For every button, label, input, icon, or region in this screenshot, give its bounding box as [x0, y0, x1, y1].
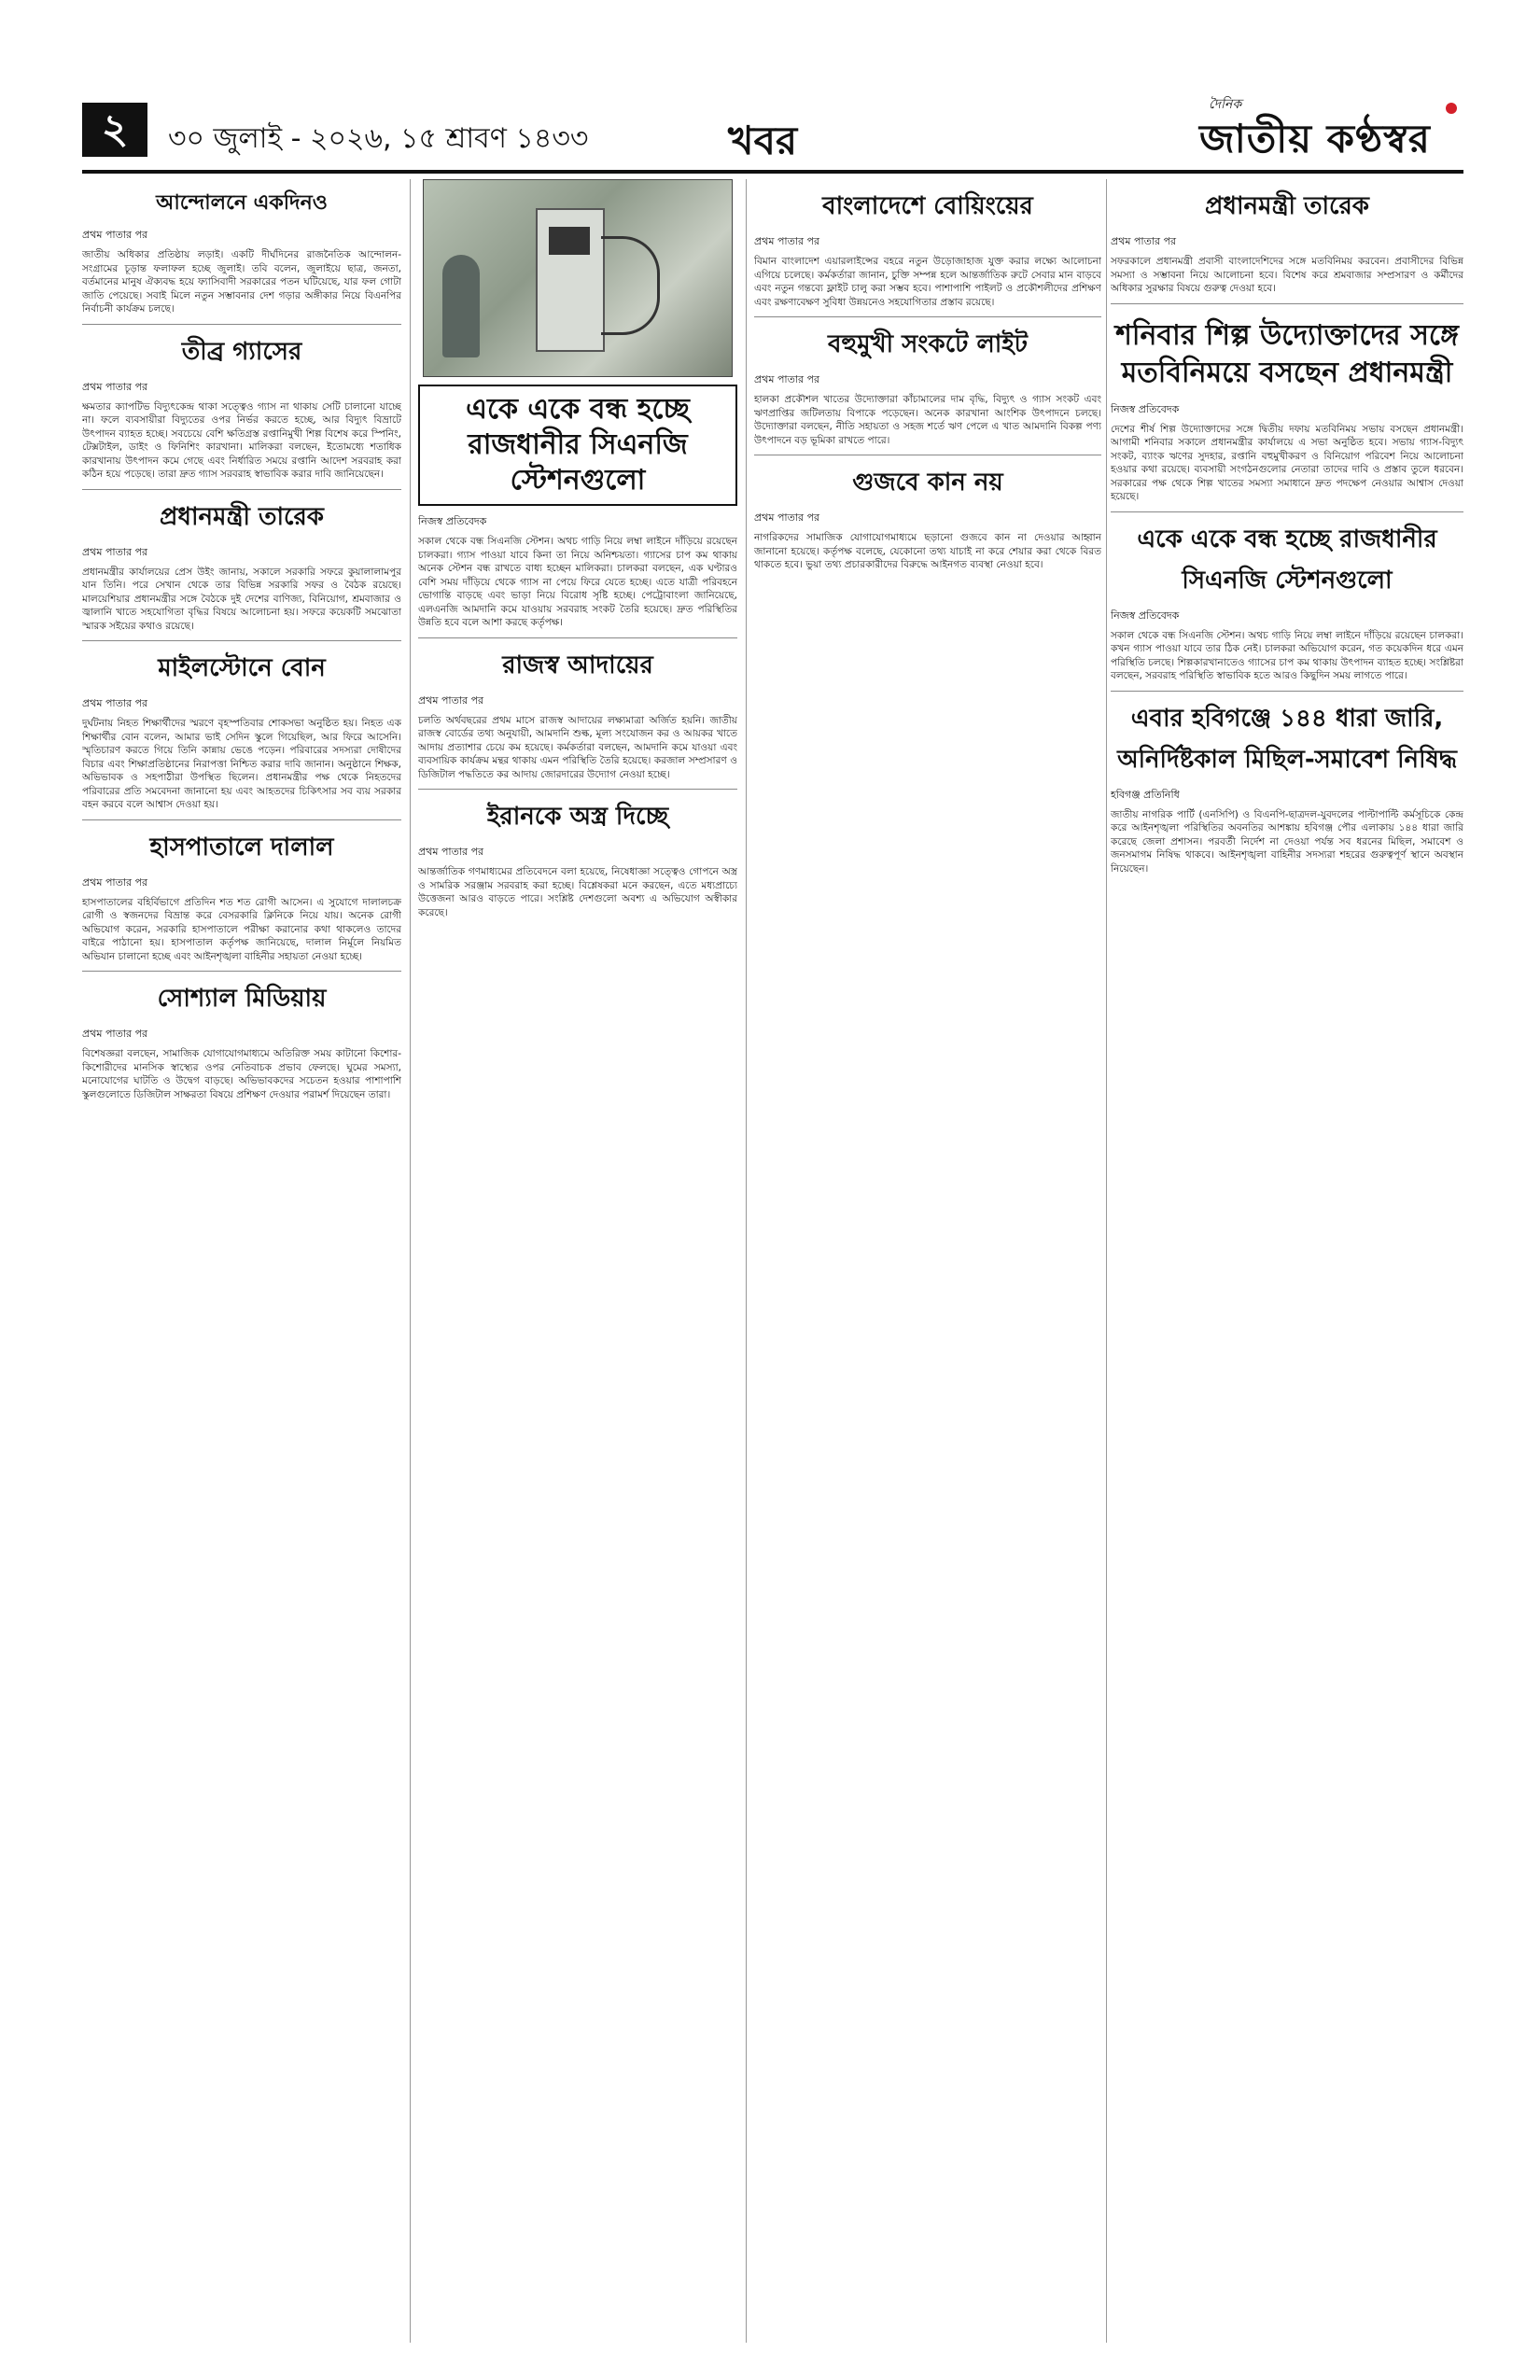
- lead-headline-box[interactable]: [418, 385, 737, 506]
- article[interactable]: [82, 649, 401, 812]
- article[interactable]: [754, 187, 1101, 309]
- article-divider: [418, 789, 737, 790]
- article-byline: নিজস্ব প্রতিবেদক: [1111, 402, 1180, 415]
- photo-pump-hose: [601, 236, 660, 335]
- article[interactable]: [418, 646, 737, 782]
- article-byline: প্রথম পাতার পর: [754, 235, 820, 247]
- article-headline[interactable]: হাসপাতালে দালাল: [149, 833, 334, 861]
- article[interactable]: [418, 797, 737, 919]
- article-body: বিশেষজ্ঞরা বলছেন, সামাজিক যোগাযোগমাধ্যমে অতিরিক্ত সময় কাটানো কিশোর-কিশোরীদের মানসিক স্বাস্থ্যের ওপর নেতিবাচক প্রভাব ফেলছে। ঘুমের সমস্যা, মনোযোগের ঘাটতি ও উদ্বেগ বাড়ছে। অভিভাবকদের সচেতন হওয়ার পাশাপাশি স্কুলগুলোতে ডিজিটাল সাক্ষরতা বিষয়ে প্রশিক্ষণ দেওয়ার পরামর্শ দিয়েছেন তারা।: [82, 1048, 401, 1100]
- article-headline[interactable]: প্রধানমন্ত্রী তারেক: [1204, 192, 1369, 220]
- article-body: বিমান বাংলাদেশ এয়ারলাইন্সের বহরে নতুন উড়োজাহাজ যুক্ত করার লক্ষ্যে আলোচনা এগিয়ে চলেছে। কর্মকর্তারা জানান, চুক্তি সম্পন্ন হলে আন্তর্জাতিক রুটে সেবার মান বাড়বে এবং নতুন গন্তব্যে ফ্লাইট চালু করা সম্ভব হবে। পাশাপাশি পাইলট ও প্রকৌশলীদের প্রশিক্ষণ এবং রক্ষণাবেক্ষণ সুবিধা উন্নয়নেও সহযোগিতার প্রস্তাব রয়েছে।: [754, 256, 1101, 308]
- section-title: খবর: [728, 118, 798, 163]
- article-body: দুর্ঘটনায় নিহত শিক্ষার্থীদের স্মরণে বৃহস্পতিবার শোকসভা অনুষ্ঠিত হয়। নিহত এক শিক্ষার্থীর বোন বলেন, আমার ভাই সেদিন স্কুলে গিয়েছিল, আর ফিরে আসেনি। স্মৃতিচারণ করতে গিয়ে তিনি কান্নায় ভেঙে পড়েন। পরিবারের সদস্যরা দোষীদের বিচার এবং শিক্ষাপ্রতিষ্ঠানের নিরাপত্তা নিশ্চিত করার দাবি জানান। অনুষ্ঠানে শিক্ষক, অভিভাবক ও সহপাঠীরা উপস্থিত ছিলেন। প্রধানমন্ত্রীর পক্ষ থেকে নিহতদের পরিবারের প্রতি সমবেদনা জানানো হয় এবং আহতদের চিকিৎসার সব ব্যয় সরকার বহন করবে বলে আশ্বাস দেওয়া হয়।: [82, 718, 401, 810]
- lead-headline[interactable]: একে একে বন্ধ হচ্ছে রাজধানীর সিএনজি স্টেশনগুলো: [466, 393, 690, 497]
- article-byline: নিজস্ব প্রতিবেদক: [1111, 609, 1180, 622]
- article-divider: [82, 819, 401, 820]
- article-headline[interactable]: এবার হবিগঞ্জে ১৪৪ ধারা জারি, অনির্দিষ্টকাল মিছিল-সমাবেশ নিষিদ্ধ: [1117, 704, 1457, 774]
- article-divider: [1111, 691, 1463, 692]
- article[interactable]: [1111, 187, 1463, 296]
- article[interactable]: [82, 497, 401, 634]
- article-byline: প্রথম পাতার পর: [82, 545, 148, 558]
- newspaper-logo[interactable]: [1199, 91, 1470, 166]
- article-byline: নিজস্ব প্রতিবেদক: [418, 515, 487, 527]
- article-body: প্রধানমন্ত্রীর কার্যালয়ের প্রেস উইং জানায়, সকালে সরকারি সফরে কুয়ালালামপুর যান তিনি। পরে সেখান থেকে তার বিভিন্ন সরকারি সফর ও বৈঠক রয়েছে। মালয়েশিয়ার প্রধানমন্ত্রীর সঙ্গে বৈঠকে দুই দেশের বাণিজ্য, বিনিয়োগ, শ্রমবাজার ও জ্বালানি খাতে সহযোগিতা বৃদ্ধির বিষয়ে আলোচনা হয়। সফরে কয়েকটি সমঝোতা স্মারক সইয়ের কথাও রয়েছে।: [82, 566, 401, 632]
- article[interactable]: [82, 332, 401, 482]
- article-headline[interactable]: সোশ্যাল মিডিয়ায়: [157, 985, 327, 1013]
- article-byline: প্রথম পাতার পর: [418, 846, 484, 858]
- article-divider: [82, 324, 401, 325]
- article-body: সকাল থেকে বন্ধ সিএনজি স্টেশন। অথচ গাড়ি নিয়ে লম্বা লাইনে দাঁড়িয়ে রয়েছেন চালকরা। কখন গ্যাস পাওয়া যাবে তার ঠিক নেই। চালকরা অভিযোগ করেন, গত কয়েকদিন ধরে এমন পরিস্থিতি চলছে। শিল্পকারখানাতেও গ্যাসের চাপ কম থাকায় উৎপাদন ব্যাহত হচ্ছে। সংশ্লিষ্টরা বলছেন, সরবরাহ পরিস্থিতি স্বাভাবিক হতে আরও কিছুদিন সময় লাগতে পারে।: [1111, 629, 1463, 681]
- article[interactable]: [82, 187, 401, 316]
- article-byline: প্রথম পাতার পর: [754, 373, 820, 385]
- article-headline[interactable]: গুজবে কান নয়: [852, 469, 1003, 497]
- article-byline: প্রথম পাতার পর: [1111, 235, 1177, 247]
- column-divider: [410, 179, 411, 2343]
- column-1: [82, 179, 401, 2343]
- article-divider: [1111, 511, 1463, 512]
- article-body: ক্ষমতার ক্যাপটিভ বিদ্যুৎকেন্দ্র থাকা সত্ত্বেও গ্যাস না থাকায় সেটি চালানো যাচ্ছে না। ফলে ব্যবসায়ীরা বিদ্যুতের ওপর নির্ভর করতে হচ্ছে, আর বিদ্যুৎ বিভ্রাটে উৎপাদন ব্যাহত হচ্ছে। সবচেয়ে বেশি ক্ষতিগ্রস্ত রপ্তানিমুখী শিল্প বিশেষ করে স্পিনিং, টেক্সটাইল, ডাইং ও ফিনিশিং কারখানা। মালিকরা বলছেন, ইতোমধ্যে শতাধিক কারখানায় উৎপাদন কমে গেছে এবং নির্ধারিত সময়ে রপ্তানি আদেশ সরবরাহ করা কঠিন হয়ে পড়েছে। তারা দ্রুত গ্যাস সরবরাহ স্বাভাবিক করার দাবি জানিয়েছেন।: [82, 400, 401, 480]
- article-byline: হবিগঞ্জ প্রতিনিধি: [1111, 788, 1180, 801]
- masthead-rule: [82, 170, 1463, 174]
- article-body: জাতীয় নাগরিক পার্টি (এনসিপি) ও বিএনপি-ছাত্রদল-যুবদলের পাল্টাপাল্টি কর্মসূচিকে কেন্দ্র করে আইনশৃঙ্খলা পরিস্থিতির অবনতির আশঙ্কায় হবিগঞ্জ পৌর এলাকায় ১৪৪ ধারা জারি করেছে জেলা প্রশাসন। পরবর্তী নির্দেশ না দেওয়া পর্যন্ত সব ধরনের মিছিল, সমাবেশ ও জনসমাগম নিষিদ্ধ থাকবে। আইনশৃঙ্খলা বাহিনীর সদস্যরা শহরের গুরুত্বপূর্ণ স্থানে অবস্থান নিয়েছেন।: [1111, 808, 1463, 875]
- logo-main-text: জাতীয় কণ্ঠস্বর: [1199, 116, 1431, 161]
- article-body: আন্তর্জাতিক গণমাধ্যমের প্রতিবেদনে বলা হয়েছে, নিষেধাজ্ঞা সত্ত্বেও গোপনে অস্ত্র ও সামরিক সরঞ্জাম সরবরাহ করা হচ্ছে। বিশ্লেষকরা মনে করছেন, এতে মধ্যপ্রাচ্যে উত্তেজনা আরও বাড়তে পারে। সংশ্লিষ্ট দেশগুলো অবশ্য এ অভিযোগ অস্বীকার করেছে।: [418, 866, 737, 918]
- article-body: দেশের শীর্ষ শিল্প উদ্যোক্তাদের সঙ্গে দ্বিতীয় দফায় মতবিনিময় সভায় বসছেন প্রধানমন্ত্রী। আগামী শনিবার সকালে প্রধানমন্ত্রীর কার্যালয়ে এ সভা অনুষ্ঠিত হবে। সভায় গ্যাস-বিদ্যুৎ সংকট, ব্যাংক ঋণের সুদহার, রপ্তানি বহুমুখীকরণ ও বিনিয়োগ পরিবেশ নিয়ে আলোচনা হওয়ার কথা রয়েছে। ব্যবসায়ী সংগঠনগুলোর নেতারা তাদের দাবি ও প্রস্তাব তুলে ধরবেন। সরকারের পক্ষ থেকে শিল্প খাতের সমস্যা সমাধানে দ্রুত পদক্ষেপ নেওয়ার আশ্বাস দেওয়া হয়েছে।: [1111, 423, 1463, 502]
- article-body: হালকা প্রকৌশল খাতের উদ্যোক্তারা কাঁচামালের দাম বৃদ্ধি, বিদ্যুৎ ও গ্যাস সংকট এবং ঋণপ্রাপ্তির জটিলতায় বিপাকে পড়েছেন। অনেক কারখানা আংশিক উৎপাদনে চলছে। উদ্যোক্তারা বলছেন, নীতি সহায়তা ও সহজ শর্তে ঋণ পেলে এ খাত আমদানি বিকল্প পণ্য উৎপাদনে বড় ভূমিকা রাখতে পারে।: [754, 394, 1101, 446]
- article[interactable]: [1111, 520, 1463, 683]
- photo-gas-pump: [536, 208, 605, 352]
- photo-pump-screen: [549, 227, 590, 255]
- article[interactable]: [754, 463, 1101, 572]
- article-byline: প্রথম পাতার পর: [82, 697, 148, 709]
- article-divider: [82, 489, 401, 490]
- article-headline[interactable]: আন্দোলনে একদিনও: [156, 191, 328, 215]
- article-divider: [754, 316, 1101, 317]
- article-body: সকাল থেকে বন্ধ সিএনজি স্টেশন। অথচ গাড়ি নিয়ে লম্বা লাইনে দাঁড়িয়ে রয়েছেন চালকরা। গ্যাস পাওয়া যাবে কিনা তা নিয়ে অনিশ্চয়তা। গ্যাসের চাপ কম থাকায় অনেক স্টেশন বন্ধ রাখতে বাধ্য হচ্ছেন মালিকরা। চালকরা বলছেন, এক ঘণ্টারও বেশি সময় দাঁড়িয়ে থেকে গ্যাস না পেয়ে ফিরে যেতে হচ্ছে। এতে যাত্রী পরিবহনে ভোগান্তি বাড়ছে এবং ভাড়া নিয়ে বিরোধ সৃষ্টি হচ্ছে। পেট্রোবাংলা জানিয়েছে, এলএনজি আমদানি কমে যাওয়ায় সরবরাহ সংকট তৈরি হয়েছে। দ্রুত পরিস্থিতির উন্নতি হবে বলে আশা করছে কর্তৃপক্ষ।: [418, 536, 737, 628]
- column-divider: [746, 179, 747, 2343]
- article-headline[interactable]: ইরানকে অস্ত্র দিচ্ছে: [486, 803, 669, 831]
- column-divider: [1106, 179, 1107, 2343]
- article-divider: [82, 640, 401, 641]
- column-4: [1111, 179, 1463, 2343]
- logo-small-text: দৈনিক: [1209, 97, 1242, 112]
- column-3: [754, 179, 1101, 2343]
- article-headline[interactable]: তীব্র গ্যাসের: [181, 337, 302, 366]
- page-number: ২: [82, 103, 147, 157]
- column-2: [418, 179, 737, 2343]
- article-byline: প্রথম পাতার পর: [82, 380, 148, 393]
- article-body: সফরকালে প্রধানমন্ত্রী প্রবাসী বাংলাদেশিদের সঙ্গে মতবিনিময় করবেন। প্রবাসীদের বিভিন্ন সমস্যা ও সম্ভাবনা নিয়ে আলোচনা হবে। বিশেষ করে শ্রমবাজার সম্প্রসারণ ও কর্মীদের অধিকার সুরক্ষার বিষয়ে গুরুত্ব দেওয়া হবে।: [1111, 256, 1463, 294]
- article-divider: [418, 637, 737, 638]
- article-headline[interactable]: মাইলস্টোনে বোন: [158, 654, 326, 682]
- article-divider: [82, 971, 401, 972]
- article-headline[interactable]: প্রধানমন্ত্রী তারেক: [159, 502, 324, 531]
- article-byline: প্রথম পাতার পর: [82, 1028, 148, 1040]
- article-body: হাসপাতালের বহির্বিভাগে প্রতিদিন শত শত রোগী আসেন। এ সুযোগে দালালচক্র রোগী ও স্বজনদের বিভ্রান্ত করে বেসরকারি ক্লিনিকে নিয়ে যায়। অনেক রোগী অভিযোগ করেন, সরকারি হাসপাতালে পরীক্ষা করানোর কথা থাকলেও তাদের বাইরে পাঠানো হয়। হাসপাতাল কর্তৃপক্ষ জানিয়েছে, দালাল নির্মূলে নিয়মিত অভিযান চালানো হচ্ছে এবং আইনশৃঙ্খলা বাহিনীর সহায়তা নেওয়া হচ্ছে।: [82, 896, 401, 962]
- article[interactable]: [1111, 699, 1463, 876]
- article-byline: প্রথম পাতার পর: [754, 511, 820, 524]
- issue-date: ৩০ জুলাই - ২০২৬, ১৫ শ্রাবণ ১৪৩৩: [168, 122, 589, 155]
- article[interactable]: [82, 979, 401, 1101]
- article[interactable]: [82, 828, 401, 964]
- article-divider: [1111, 303, 1463, 304]
- article-byline: প্রথম পাতার পর: [418, 693, 484, 707]
- article-body: জাতীয় অধিকার প্রতিষ্ঠায় লড়াই। একটি দীর্ঘদিনের রাজনৈতিক আন্দোলন-সংগ্রামের চূড়ান্ত ফলাফল হচ্ছে জুলাই। তবি বলেন, জুলাইয়ে ছাত্র, জনতা, বর্তমানের মানুষ ঐক্যবদ্ধ হয়ে ফ্যাসিবাদী সরকারের পতন ঘটিয়েছে, যার ফল গোটা জাতি পেয়েছে। সবাই মিলে নতুন সম্ভাবনার দেশ গড়ার অঙ্গীকার নিয়ে বিএনপির নির্বাচনী কার্যক্রম চলছে।: [82, 249, 401, 315]
- feature-headline[interactable]: শনিবার শিল্প উদ্যোক্তাদের সঙ্গে মতবিনিময়ে বসছেন প্রধানমন্ত্রী: [1115, 318, 1459, 389]
- article[interactable]: [754, 325, 1101, 447]
- article-headline[interactable]: একে একে বন্ধ হচ্ছে রাজধানীর সিএনজি স্টেশনগুলো: [1137, 525, 1437, 595]
- article-body: নাগরিকদের সামাজিক যোগাযোগমাধ্যমে ছড়ানো গুজবে কান না দেওয়ার আহ্বান জানানো হয়েছে। কর্তৃপক্ষ বলেছে, যেকোনো তথ্য যাচাই না করে শেয়ার করা থেকে বিরত থাকতে হবে। ভুয়া তথ্য প্রচারকারীদের বিরুদ্ধে আইনগত ব্যবস্থা নেওয়া হবে।: [754, 532, 1101, 570]
- news-photo[interactable]: [423, 179, 733, 377]
- article-headline[interactable]: রাজস্ব আদায়ের: [502, 651, 653, 679]
- article-byline: প্রথম পাতার পর: [82, 875, 148, 889]
- photo-person-figure: [442, 255, 480, 357]
- article-headline[interactable]: বহুমুখী সংকটে লাইট: [828, 330, 1028, 358]
- article-headline[interactable]: বাংলাদেশে বোয়িংয়ের: [822, 192, 1033, 220]
- article-byline: প্রথম পাতার পর: [82, 229, 148, 241]
- article-body: চলতি অর্থবছরের প্রথম মাসে রাজস্ব আদায়ের লক্ষ্যমাত্রা অর্জিত হয়নি। জাতীয় রাজস্ব বোর্ডের তথ্য অনুযায়ী, আমদানি শুল্ক, মূল্য সংযোজন কর ও আয়কর খাতে আদায় প্রত্যাশার চেয়ে কম হয়েছে। কর্মকর্তারা বলছেন, আমদানি কমে যাওয়া এবং ব্যবসায়িক কার্যক্রম মন্থর থাকায় এমন পরিস্থিতি তৈরি হয়েছে। করজাল সম্প্রসারণ ও ডিজিটাল পদ্ধতিতে কর আদায় জোরদারের উদ্যোগ নেওয়া হচ্ছে।: [418, 714, 737, 780]
- article[interactable]: [1111, 317, 1463, 504]
- logo-accent-dot: [1446, 103, 1457, 114]
